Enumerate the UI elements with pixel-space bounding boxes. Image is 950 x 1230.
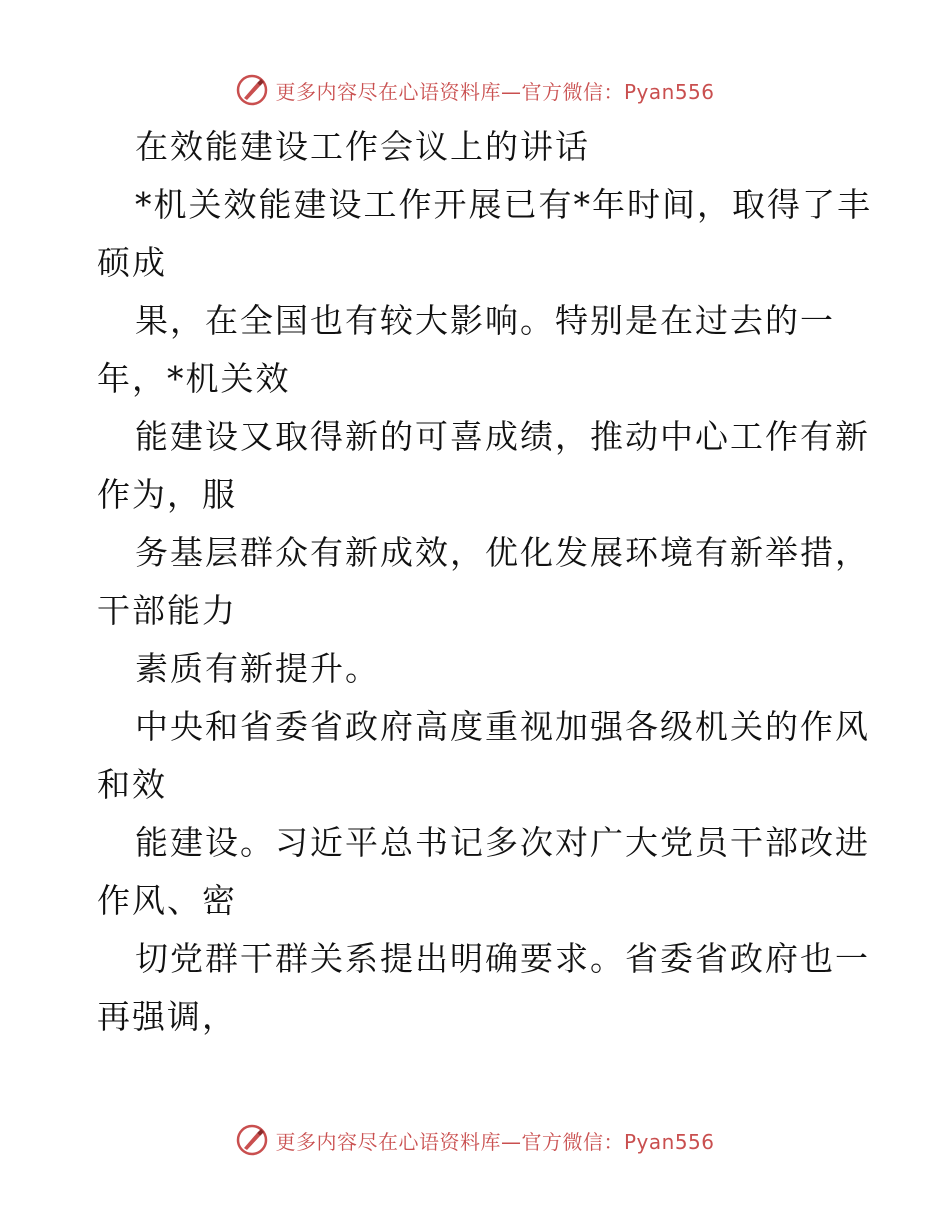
text-line: 硕成 [97,243,167,282]
header-banner-dash: — [500,79,522,104]
text-line: 作为，服 [97,475,237,514]
header-wechat-label: 官方微信： [521,79,624,104]
document-title: 在效能建设工作会议上的讲话 [135,127,590,166]
header-wechat-id: Pyan556 [623,79,715,104]
header-banner [0,72,950,108]
text-line: 切党群干群关系提出明确要求。省委省政府也一 [135,939,870,978]
document-body [97,118,872,1046]
header-banner-main: 更多内容尽在心语资料库 [275,79,501,104]
footer-banner-main: 更多内容尽在心语资料库 [275,1129,501,1154]
text-line: 能建设。习近平总书记多次对广大党员干部改进 [135,823,870,862]
footer-wechat-id: Pyan556 [623,1129,715,1154]
text-line: 素质有新提升。 [135,649,380,688]
footer-banner [0,1122,950,1158]
footer-banner-text [275,1126,714,1155]
header-banner-text [275,76,714,105]
text-line: 干部能力 [97,591,237,630]
text-line: *机关效能建设工作开展已有*年时间，取得了丰 [135,185,872,224]
text-line: 和效 [97,765,167,804]
text-line: 能建设又取得新的可喜成绩，推动中心工作有新 [135,417,870,456]
text-line: 再强调， [97,997,237,1036]
pen-logo-icon [235,73,269,107]
pen-logo-icon [235,1123,269,1157]
text-line: 作风、密 [97,881,237,920]
text-line: 中央和省委省政府高度重视加强各级机关的作风 [135,707,870,746]
text-line: 果，在全国也有较大影响。特别是在过去的一 [135,301,835,340]
footer-wechat-label: 官方微信： [521,1129,624,1154]
text-line: 年，*机关效 [97,359,291,398]
text-line: 务基层群众有新成效，优化发展环境有新举措， [135,533,870,572]
footer-banner-dash: — [500,1129,522,1154]
